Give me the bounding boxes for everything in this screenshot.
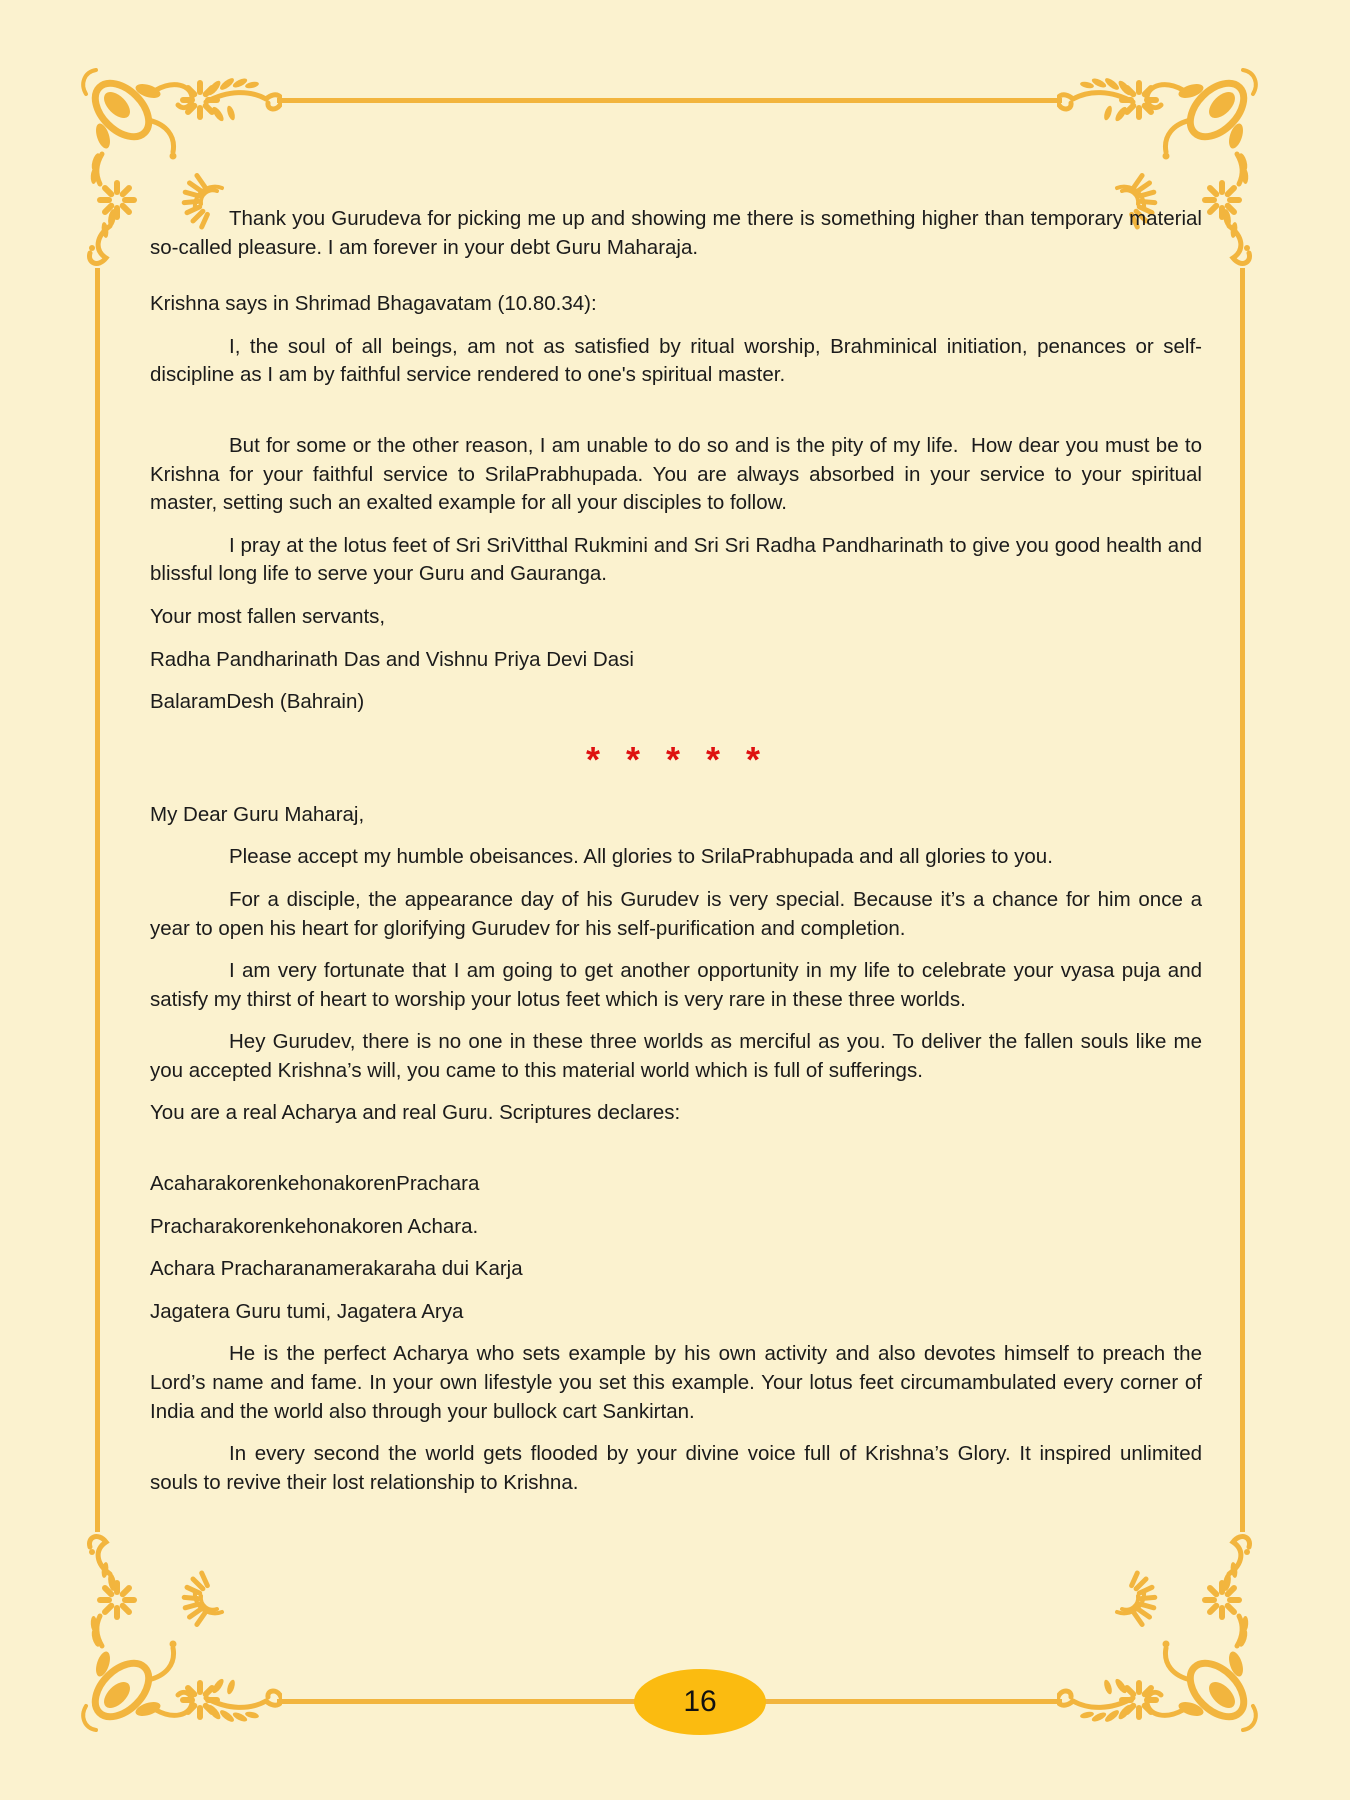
paragraph: Hey Gurudev, there is no one in these three worlds as merciful as you. To deliver the fallen souls like me you accepted Krishna’s will, you came to this material world which is full of sufferings. bbox=[150, 1030, 1202, 1082]
signature-line: Your most fallen servants, bbox=[150, 604, 386, 628]
paragraph: Thank you Gurudeva for picking me up and showing me there is something higher than temporary material so-called pleasure. I am forever in your debt Guru Maharaja. bbox=[150, 207, 1202, 259]
paragraph: I am very fortunate that I am going to get another opportunity in my life to celebrate your vyasa puja and satisfy my thirst of heart to worship your lotus feet which is very rare in these three worlds. bbox=[150, 959, 1202, 1011]
paragraph: For a disciple, the appearance day of his Gurudev is very special. Because it’s a chance for him once a year to open his heart for glorifying Gurudev for his self-purification and completion. bbox=[150, 887, 1202, 940]
paragraph: I pray at the lotus feet of Sri SriVitthal Rukmini and Sri Sri Radha Pandharinath to give you good health and blissful long life to serve your Guru and Gauranga. bbox=[150, 533, 1202, 586]
paragraph: He is the perfect Acharya who sets example by his own activity and also devotes himself to preach the Lord’s name and fame. In your own lifestyle you set this example. Your lotus feet circumambulated every corner of India and the world also through your bullock cart Sankirtan. bbox=[150, 1342, 1202, 1423]
frame-line-right bbox=[1240, 268, 1245, 1532]
frame-line-left bbox=[95, 268, 100, 1532]
paragraph: But for some or the other reason, I am unable to do so and is the pity of my life. How dear you must be to Krishna for your faithful service to SrilaPrabhupada. You are always absorbed in your service to your spiritual master, setting such an exalted example for all your disciples to follow. bbox=[150, 433, 1202, 515]
signature-line: BalaramDesh (Bahrain) bbox=[150, 690, 365, 714]
verse-line: AcaharakorenkehonakorenPrachara bbox=[150, 1172, 480, 1196]
paragraph: You are a real Acharya and real Guru. Scriptures declares: bbox=[150, 1101, 681, 1125]
salutation: My Dear Guru Maharaj, bbox=[150, 802, 365, 826]
verse-line: Achara Pracharanamerakaraha dui Karja bbox=[150, 1257, 523, 1281]
paragraph: Krishna says in Shrimad Bhagavatam (10.80.34): bbox=[150, 292, 597, 316]
paragraph: In every second the world gets flooded by your divine voice full of Krishna’s Glory. It inspired unlimited souls to revive their lost relationship to Krishna. bbox=[150, 1442, 1202, 1494]
corner-flourish-ornament-bottom-left bbox=[72, 1527, 282, 1742]
page-number-badge bbox=[634, 1669, 766, 1735]
frame-line-top bbox=[277, 98, 1062, 103]
signature-line: Radha Pandharinath Das and Vishnu Priya Devi Dasi bbox=[150, 647, 634, 671]
letter-content bbox=[150, 205, 1202, 1511]
corner-flourish-ornament-bottom-right bbox=[1057, 1527, 1267, 1742]
paragraph: Please accept my humble obeisances. All glories to SrilaPrabhupada and all glories to you. bbox=[229, 845, 1053, 869]
paragraph: I, the soul of all beings, am not as satisfied by ritual worship, Brahminical initiation, penances or self-discipline as I am by faithful service rendered to one's spiritual master. bbox=[150, 334, 1202, 387]
page-number: 16 bbox=[683, 1685, 717, 1718]
verse-line: Jagatera Guru tumi, Jagatera Arya bbox=[150, 1299, 464, 1323]
section-separator: * * * * * bbox=[585, 738, 767, 780]
verse-line: Pracharakorenkehonakoren Achara. bbox=[150, 1214, 479, 1238]
